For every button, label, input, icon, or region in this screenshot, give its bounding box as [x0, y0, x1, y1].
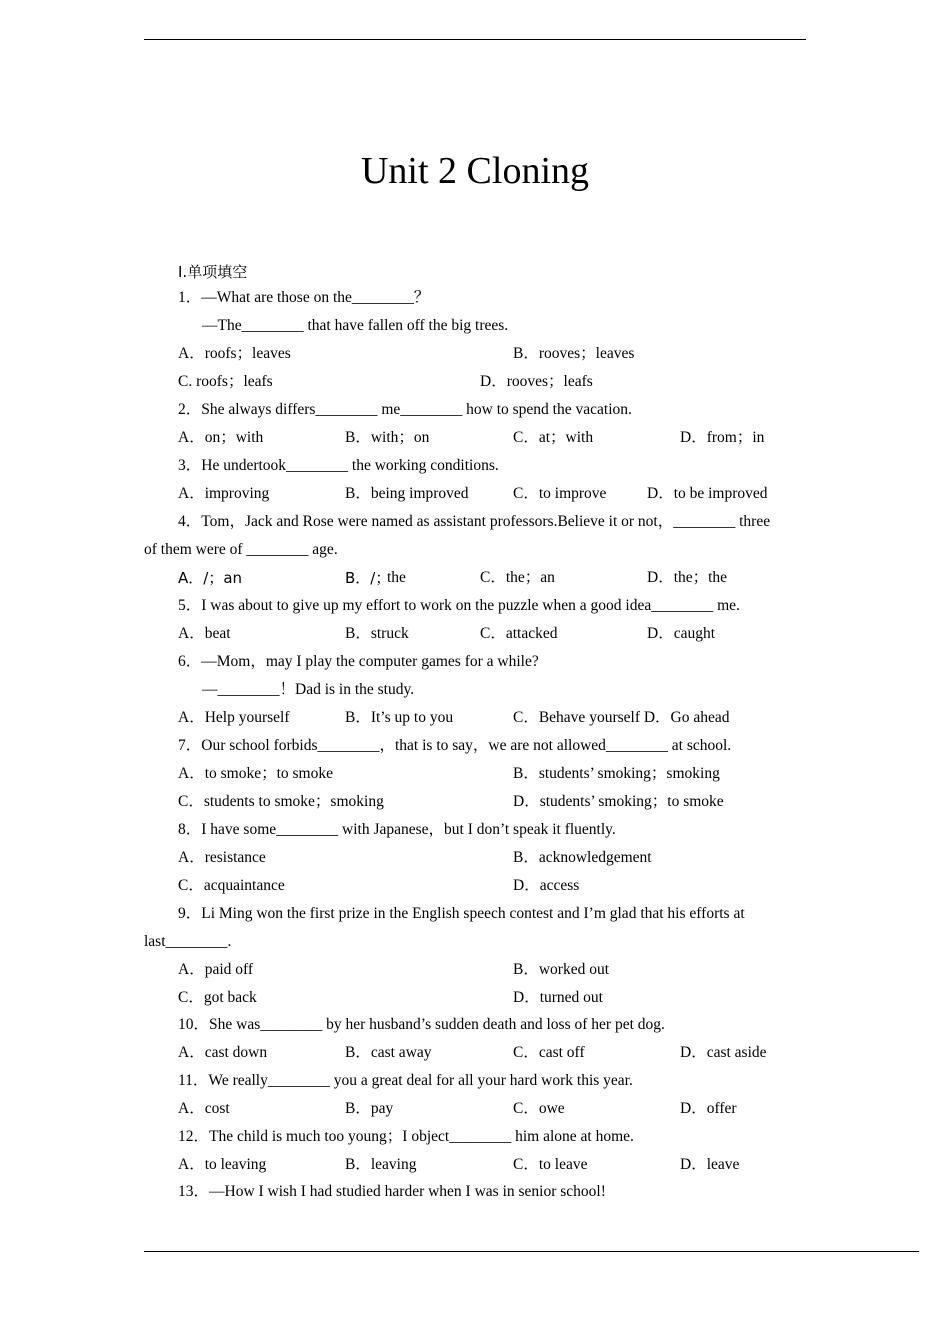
question-stem: 12．The child is much too young；I object________ him alone at home. — [178, 1128, 634, 1145]
option: B．rooves；leaves — [513, 345, 635, 362]
option: C．to leave — [513, 1156, 588, 1173]
option: A．/；an — [178, 569, 243, 587]
question-stem: last________. — [144, 933, 232, 950]
option: B．pay — [345, 1100, 394, 1117]
option: A．improving — [178, 485, 270, 502]
page-title: Unit 2 Cloning — [360, 150, 590, 192]
option: D．students’ smoking；to smoke — [513, 793, 724, 810]
option: C．got back — [178, 989, 257, 1006]
question-stem: 7．Our school forbids________，that is to say，we are not allowed________ at school. — [178, 737, 732, 754]
option: A．beat — [178, 625, 231, 642]
question-stem: of them were of ________ age. — [144, 541, 338, 558]
question-stem: 2．She always differs________ me________ how to spend the vacation. — [178, 401, 632, 418]
option: C．attacked — [480, 625, 558, 642]
option: C．at；with — [513, 429, 594, 446]
question-stem: 10．She was________ by her husband’s sudden death and loss of her pet dog. — [178, 1016, 665, 1033]
option: D．rooves；leafs — [480, 373, 593, 390]
question-stem: 3．He undertook________ the working conditions. — [178, 457, 499, 474]
option: D．the；the — [647, 569, 728, 586]
footer-rule — [144, 1251, 919, 1252]
question-stem: —The________ that have fallen off the big trees. — [202, 317, 509, 334]
option: B．students’ smoking；smoking — [513, 765, 720, 782]
option: A．Help yourself — [178, 709, 290, 726]
option: D．access — [513, 877, 580, 894]
option: A．on；with — [178, 429, 264, 446]
question-stem: 6．—Mom，may I play the computer games for a while? — [178, 653, 539, 670]
option: B．worked out — [513, 961, 610, 978]
question-stem: 8．I have some________ with Japanese，but I don’t speak it fluently. — [178, 821, 616, 838]
option: C．acquaintance — [178, 877, 285, 894]
option: C．students to smoke；smoking — [178, 793, 384, 810]
option: B．being improved — [345, 485, 469, 502]
question-stem: 1．—What are those on the________？ — [178, 289, 430, 306]
option: C．Behave yourself D．Go ahead — [513, 709, 730, 726]
option: D．leave — [680, 1156, 740, 1173]
option: A．to leaving — [178, 1156, 267, 1173]
option: D．turned out — [513, 989, 603, 1006]
option: C．to improve — [513, 485, 607, 502]
header-rule — [144, 39, 806, 40]
question-stem: 13．—How I wish I had studied harder when I was in senior school! — [178, 1183, 606, 1200]
option: C．owe — [513, 1100, 565, 1117]
question-stem: 11．We really________ you a great deal for all your hard work this year. — [178, 1072, 633, 1089]
option: B．It’s up to you — [345, 709, 454, 726]
option: A．resistance — [178, 849, 266, 866]
question-stem: —________！Dad is in the study. — [202, 681, 415, 698]
question-stem: 4．Tom，Jack and Rose were named as assistant professors.Believe it or not，________ three — [178, 513, 771, 530]
option: A．paid off — [178, 961, 254, 978]
option: A．to smoke；to smoke — [178, 765, 333, 782]
question-stem: 5．I was about to give up my effort to work on the puzzle when a good idea________ me. — [178, 597, 740, 614]
option: C．the；an — [480, 569, 555, 586]
option: the — [387, 569, 406, 586]
option: D．from；in — [680, 429, 765, 446]
option: B．with；on — [345, 429, 430, 446]
option: A．roofs；leaves — [178, 345, 291, 362]
option: A．cast down — [178, 1044, 268, 1061]
option: D．offer — [680, 1100, 737, 1117]
option: C. roofs；leafs — [178, 373, 273, 390]
option: B．struck — [345, 625, 409, 642]
question-stem: 9．Li Ming won the first prize in the English speech contest and I’m glad that his efforts at — [178, 905, 745, 922]
option: D．cast aside — [680, 1044, 767, 1061]
option: B．acknowledgement — [513, 849, 652, 866]
option: D．caught — [647, 625, 716, 642]
option: C．cast off — [513, 1044, 585, 1061]
option: B．leaving — [345, 1156, 417, 1173]
option: D．to be improved — [647, 485, 768, 502]
option: B．cast away — [345, 1044, 432, 1061]
section-heading: Ⅰ.单项填空 — [178, 263, 248, 281]
option: B．/； — [345, 569, 391, 587]
option: A．cost — [178, 1100, 230, 1117]
